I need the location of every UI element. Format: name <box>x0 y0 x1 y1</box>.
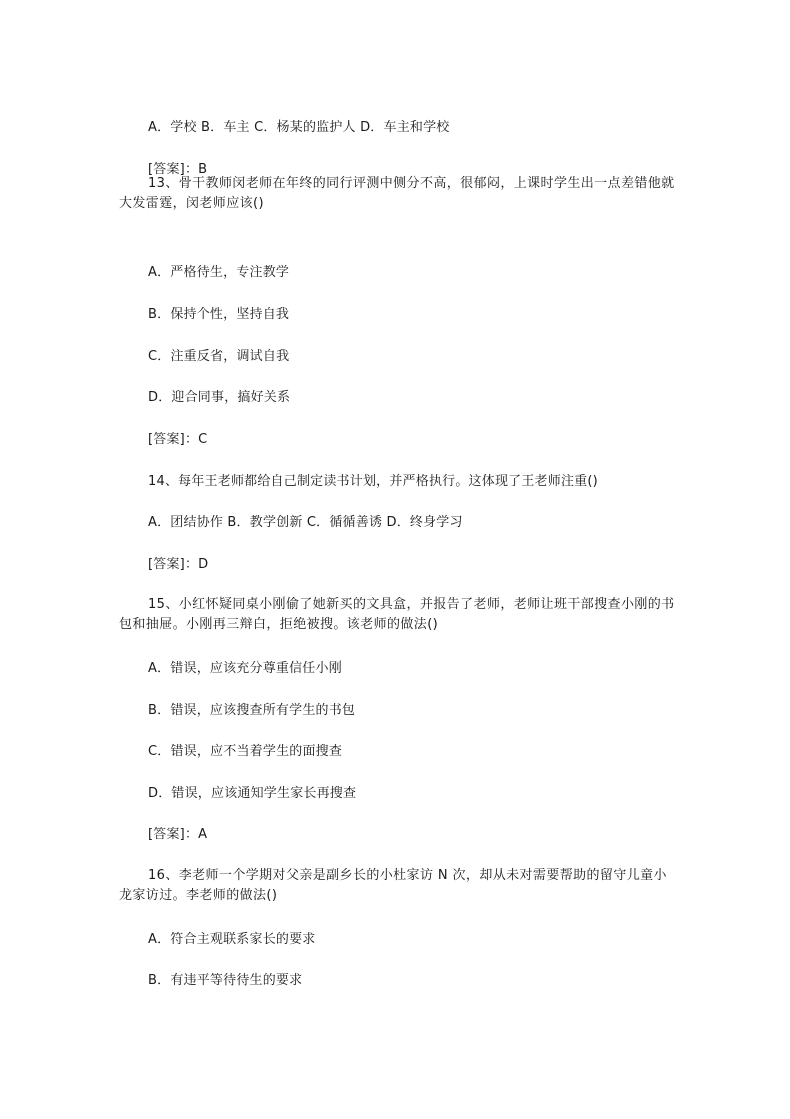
q15-option-d: D．错误，应该通知学生家长再搜查 <box>148 786 357 801</box>
q15-question: 15、小红怀疑同桌小刚偷了她新买的文具盒，并报告了老师，老师让班干部搜查小刚的书包和抽屉。小刚再三辩白，拒绝被搜。该老师的做法() <box>119 597 675 632</box>
q13-option-c: C．注重反省，调试自我 <box>148 349 290 364</box>
q13-answer: [答案]：C <box>148 432 208 447</box>
q13-option-a: A．严格待生，专注教学 <box>148 265 290 280</box>
q16-question: 16、李老师一个学期对父亲是副乡长的小杜家访 N 次，却从未对需要帮助的留守儿童小龙家访过。李老师的做法() <box>119 868 667 903</box>
q12-answer: [答案]：B <box>148 162 208 177</box>
q14-options: A．团结协作 B．教学创新 C．循循善诱 D．终身学习 <box>148 515 463 530</box>
q14-answer: [答案]：D <box>148 557 209 572</box>
q15-option-a: A．错误，应该充分尊重信任小刚 <box>148 661 342 676</box>
q13-option-d: D．迎合同事，搞好关系 <box>148 390 291 405</box>
q15-answer: [答案]：A <box>148 827 208 842</box>
q15-option-c: C．错误，应不当着学生的面搜查 <box>148 744 343 759</box>
q16-option-a: A．符合主观联系家长的要求 <box>148 932 316 947</box>
q13-option-b: B．保持个性，坚持自我 <box>148 307 290 322</box>
q14-question: 14、每年王老师都给自己制定读书计划，并严格执行。这体现了王老师注重() <box>148 474 598 489</box>
q15-option-b: B．错误，应该搜查所有学生的书包 <box>148 703 356 718</box>
q12-options: A．学校 B．车主 C．杨某的监护人 D．车主和学校 <box>148 120 450 135</box>
q13-question: 13、骨干教师闵老师在年终的同行评测中侧分不高，很郁闷，上课时学生出一点差错他就大发雷霆，闵老师应该() <box>119 176 675 211</box>
q16-option-b: B．有违平等待待生的要求 <box>148 973 303 988</box>
